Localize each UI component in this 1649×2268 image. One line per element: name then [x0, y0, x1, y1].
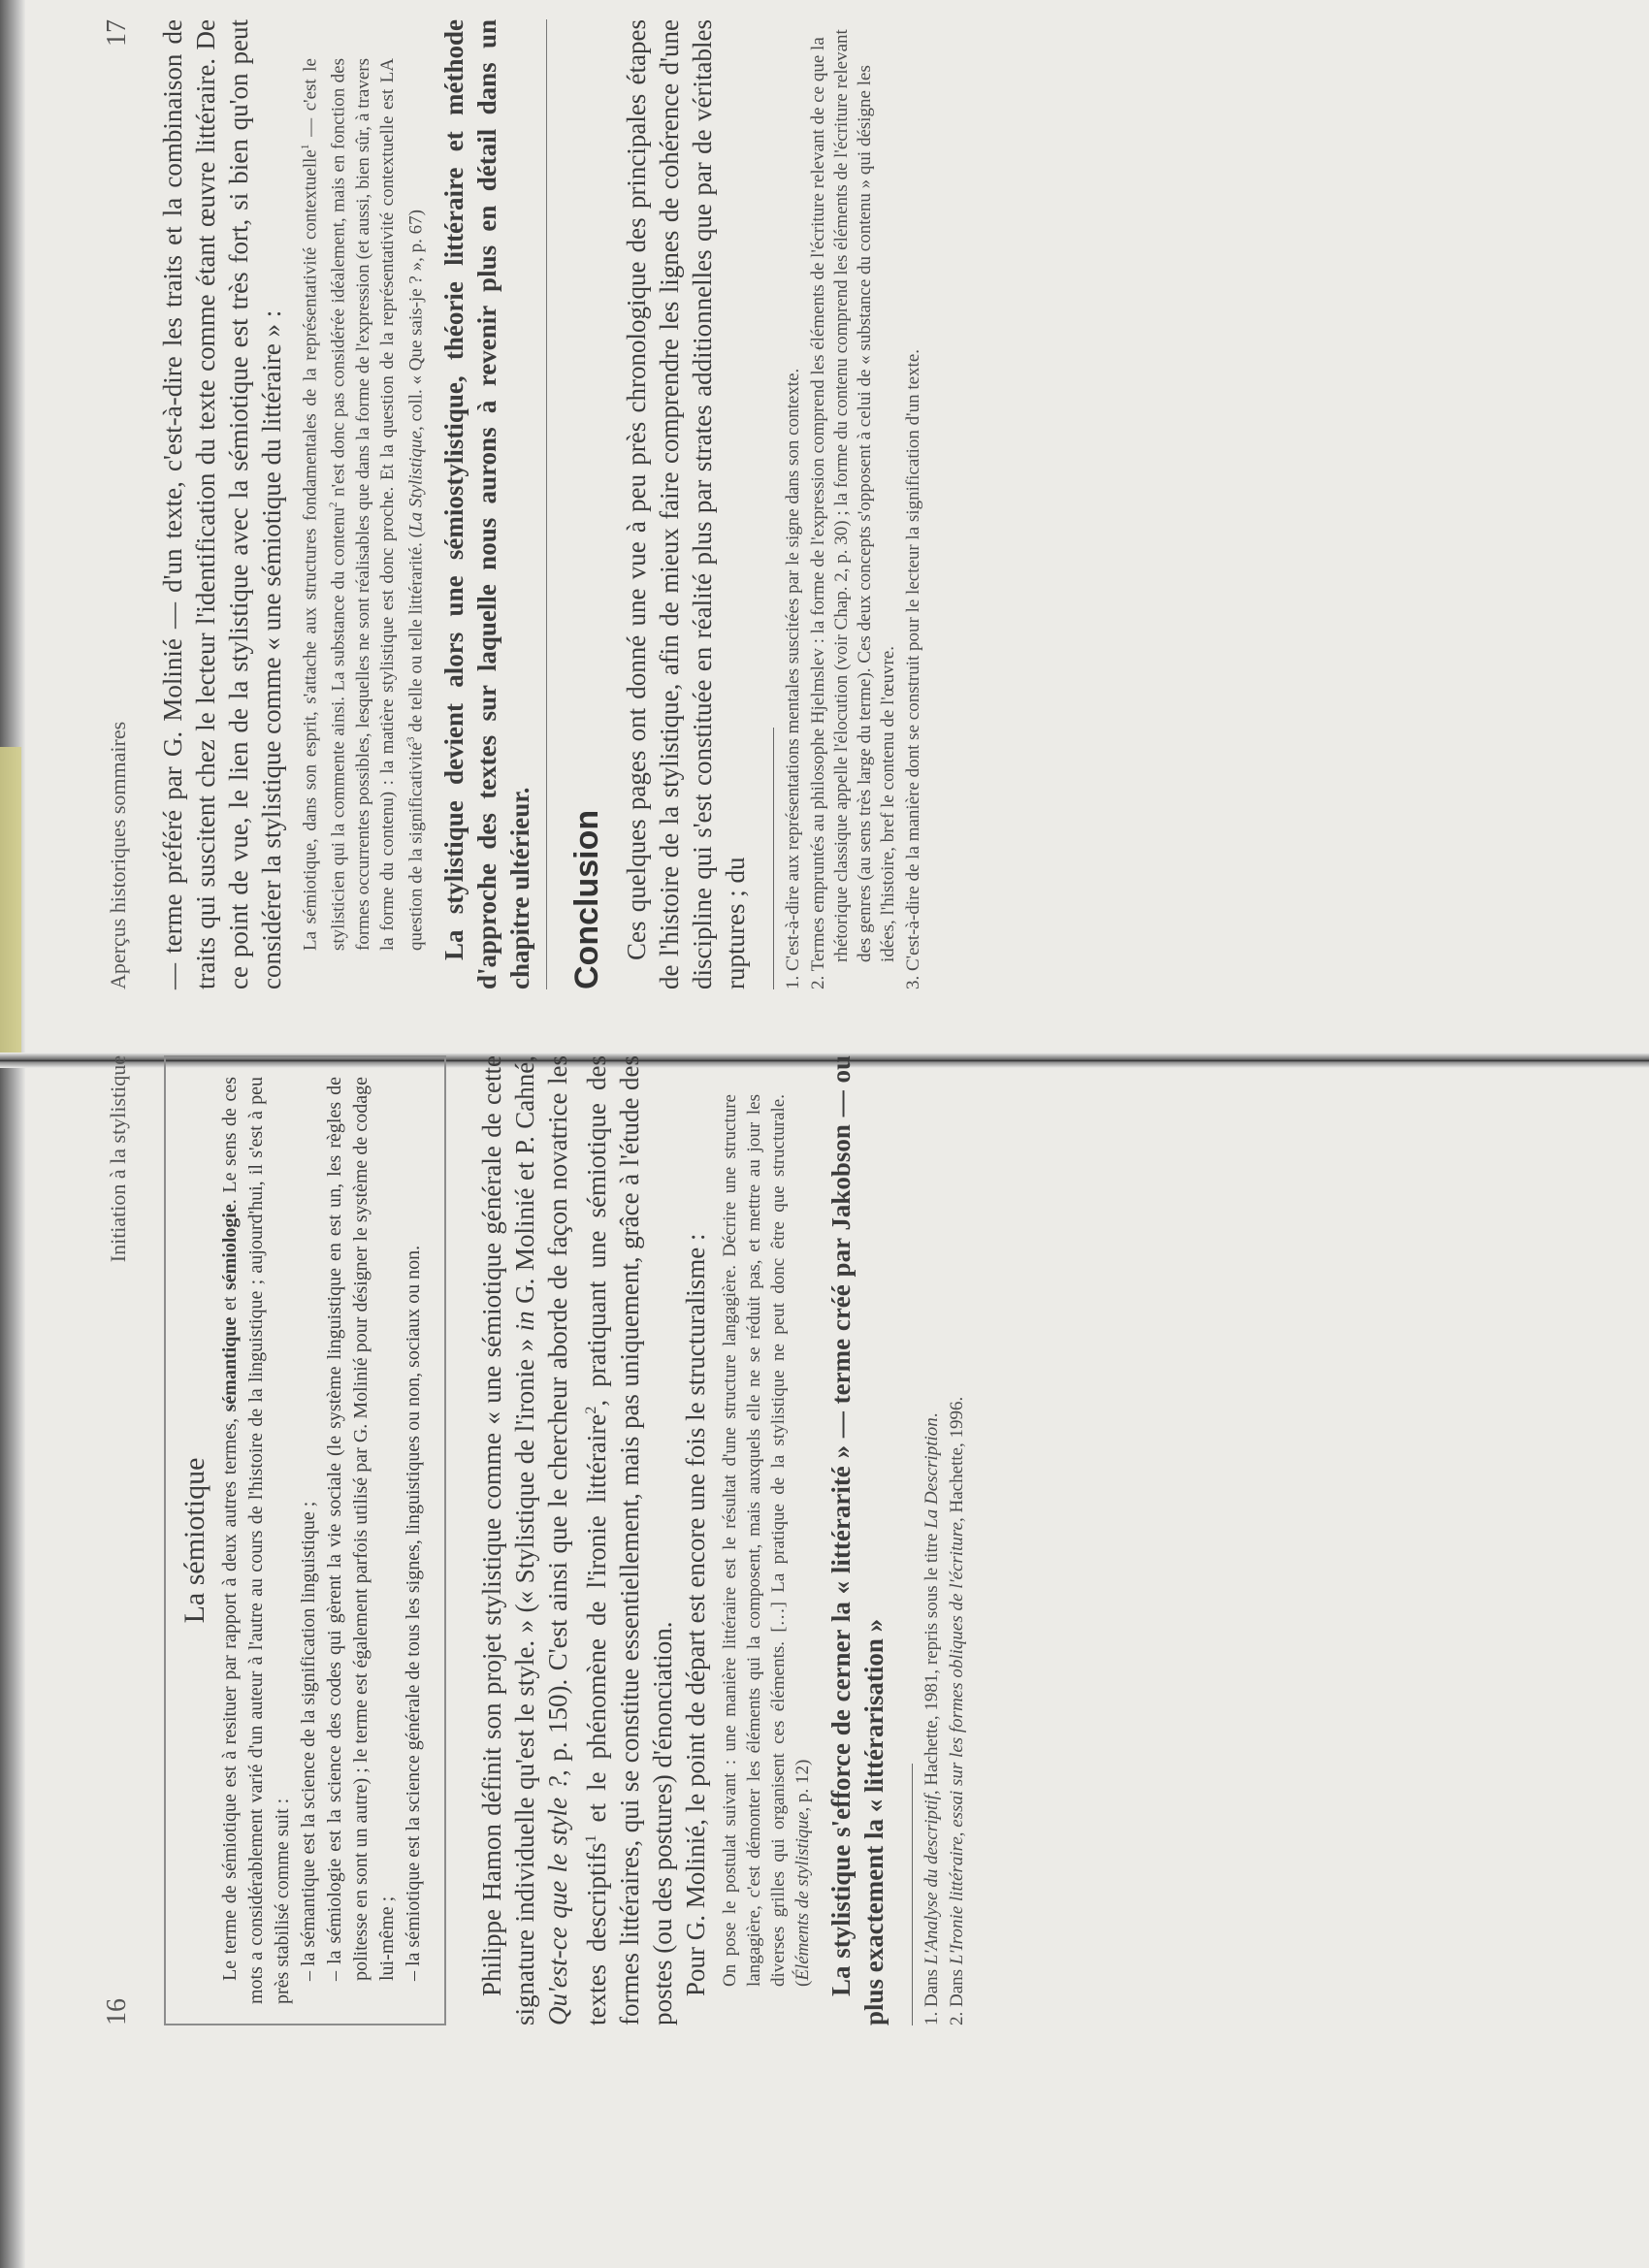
text-run: Philippe Hamon définit son projet stylistique comme « une sémiotique générale de cette signature individuelle qu'est le style. » (« Stylistique de l'ironie »	[477, 1055, 539, 2025]
footnote-ref: 2	[328, 502, 340, 508]
box-definitions	[296, 1077, 427, 2004]
footnote-number: 2.	[947, 2011, 967, 2025]
page-16	[102, 1055, 1489, 2025]
footnote-separator	[912, 1764, 913, 2025]
footnote-number: 2.	[807, 975, 828, 989]
footnote-ref: 1	[582, 1834, 599, 1843]
footnote-text: Dans	[922, 1964, 942, 2007]
footnote-text: , Hachette, 1981, repris sous le titre	[922, 1528, 942, 1796]
text-run: et le phénomène de l'ironie littéraire	[582, 1413, 611, 1835]
footnote-text: C'est-à-dire de la manière dont se construit pour le lecteur la signification d'un texte.	[902, 348, 923, 971]
footnote-number: 1.	[782, 975, 803, 989]
page-17	[102, 19, 1489, 989]
continuation-paragraph: — terme préféré par G. Molinié — d'un texte, c'est-à-dire les traits et la combinaison de traits qui suscitent chez le lecteur l'identification du texte comme étant œuvre littéraire. De ce point de vue, le lien de la stylistique avec la sémiotique est très fort, si bien qu'on peut considérer la stylistique comme « une sémiotique du littéraire » :	[158, 19, 286, 989]
footnote-ref: 3	[404, 736, 417, 743]
footnote-title: L'Ironie littéraire, essai sur les formes obliques de l'écriture	[947, 1522, 967, 1965]
footnote-text: C'est-à-dire aux représentations mentales suscitées par le signe dans son contexte.	[782, 368, 803, 971]
page-header	[102, 1055, 146, 2025]
quote-text: de telle ou telle littérarité. (	[404, 531, 426, 737]
text-run: , pratiquant une sémiotique des formes littéraires, qui se constitue essentiellement, mais pas uniquement, grâce à l'étude des postes (ou des postures) d'énonciation.	[582, 1055, 677, 2025]
conclusion-heading: Conclusion	[567, 809, 605, 989]
quote-ref: , coll. « Que sais-je ? », p. 67)	[404, 210, 426, 431]
definition-item: – la sémantique est la science de la signification linguistique ;	[298, 1501, 319, 1981]
stylistique-quote	[294, 58, 428, 951]
footnote-separator	[773, 728, 774, 989]
hamon-paragraph	[475, 1055, 679, 2025]
term-semantique: sémantique	[219, 1316, 241, 1412]
quote-text: — c'est le stylisticien qui la commente ainsi. La substance du contenu	[300, 58, 349, 951]
page16-body	[475, 1055, 712, 2025]
molinie-paragraph: Pour G. Molinié, le point de départ est encore une fois le structuralisme :	[681, 1233, 710, 1996]
footnote-ref: 1	[300, 144, 311, 150]
footnote-number: 1.	[922, 2011, 942, 2025]
quote-source: Éléments de stylistique	[792, 1811, 813, 1981]
term-semiologie: sémiologie	[219, 1204, 241, 1291]
molinie-quote	[718, 1094, 815, 1987]
footnote	[807, 19, 900, 989]
box-intro-rest: . Le sens de ces mots a considérablement varié d'un auteur à l'autre au cours de l'histoire de la linguistique ; aujourd'hui, il s'est à peu près stabilisé comme suit :	[219, 1076, 293, 2004]
page17-body	[156, 19, 288, 989]
footnote-title: La Description	[922, 1417, 942, 1529]
footnote-text: .	[922, 1412, 942, 1418]
text-run: , p. 150). C'est ainsi que le chercheur aborde de façon novatrice les textes descriptifs	[543, 1055, 611, 2025]
box-intro-text: Le terme de sémiotique est à resituer par rapport à deux autres termes,	[219, 1411, 241, 1981]
page17-footnotes	[782, 19, 925, 989]
page-header	[102, 19, 146, 989]
box-title: La sémiotique	[178, 1457, 210, 1624]
footnote	[946, 1055, 969, 2025]
litterarite-paragraph	[824, 1055, 890, 2025]
page-number: 17	[102, 19, 132, 47]
quote-text: La sémiotique, dans son esprit, s'attache aux structures fondamentales de la représentativité contextuelle	[300, 149, 321, 951]
box-intro	[217, 1077, 296, 2004]
section-rule	[546, 19, 547, 989]
scan-yellow-marker	[0, 747, 21, 1057]
footnote-number: 3.	[902, 975, 923, 989]
text-run-italic: in	[510, 1311, 539, 1332]
footnote-text: Dans	[947, 1964, 967, 2007]
bold-paragraph: La stylistique s'efforce de cerner la « littérarité » — terme créé par Jakobson — ou plus exactement la « littérarisation »	[826, 1055, 889, 2025]
semiotique-box	[164, 1055, 446, 2025]
semiostylistique-paragraph	[437, 19, 536, 989]
footnote-text: Termes empruntés au philosophe Hjelmslev : la forme de l'expression comprend les éléments de l'écriture relevant de ce que la rhétorique classique appelle l'élocution (voir Chap. 2, p. 30) ; la forme du contenu comprend les éléments de l'écriture relevant des genres (au sens très large du terme). Ces deux concepts s'opposent à celui de « substance du contenu » qui désigne les idées, l'histoire, bref le contenu de l'œuvre.	[807, 29, 898, 972]
footnote	[902, 19, 925, 989]
footnote-text: , Hachette, 1996.	[947, 1396, 967, 1523]
definition-item: – la sémiologie est la science des codes qui gèrent la vie sociale (le système linguistique en est un, les règles de politesse en sont un autre) ; le terme est également parfois utilisé par G. Molinié pour désigner le système de codage lui-même ;	[324, 1077, 398, 1981]
footnote-ref: 2	[582, 1406, 599, 1414]
page16-footnotes	[921, 1055, 969, 2025]
page-number: 16	[102, 1998, 132, 2025]
quote-source: La Stylistique	[404, 431, 426, 532]
box-intro-conj: et	[219, 1290, 241, 1317]
footnote-title: L'Analyse du descriptif	[922, 1795, 942, 1965]
quote-ref: , p. 12)	[792, 1759, 813, 1812]
running-title: Initiation à la stylistique	[106, 1055, 130, 1263]
running-title: Aperçus historiques sommaires	[106, 721, 130, 989]
definition-item: – la sémiotique est la science générale de tous les signes, linguistiques ou non, sociaux ou non.	[403, 1245, 424, 1981]
book-title: Qu'est-ce que le style ?	[543, 1775, 572, 2025]
quote-text: On pose le postulat suivant : une manière littéraire est le résultat d'une structure langagière. Décrire une structure langagière, c'est démonter les éléments qui la composent, mais auxquels elle ne se réduit pas, et mettre au jour les diverses grilles qui organisent ces éléments. […] La pratique de la stylistique ne peut donc être que structurale. (	[720, 1094, 813, 1987]
conclusion-body	[620, 19, 752, 989]
conclusion-paragraph: Ces quelques pages ont donné une vue à peu près chronologique des principales étapes de l'histoire de la stylistique, afin de mieux faire comprendre les lignes de cohérence d'une discipline qui s'est constituée en réalité plus par strates additionnelles que par de véritables ruptures ; du	[621, 19, 750, 989]
footnote	[782, 19, 805, 989]
footnote	[921, 1055, 944, 2025]
scan-binding-edge	[0, 0, 25, 2268]
bold-paragraph: La stylistique devient alors une sémiostylistique, théorie littéraire et méthode d'approche des textes sur laquelle nous aurons à revenir plus en détail dans un chapitre ultérieur.	[438, 19, 534, 989]
text-run: G. Molinié et P. Cahné,	[510, 1055, 539, 1312]
quote-text: n'est donc pas considérée idéalement, mais en fonction des formes occurrentes possibles, lesquelles ne sont réalisables que dans la forme de l'expression (et aussi, bien sûr, à travers la forme du contenu) : la matière stylistique est donc proche. Et la question de la représentativité contextuelle est LA question de la significativité	[328, 58, 426, 951]
